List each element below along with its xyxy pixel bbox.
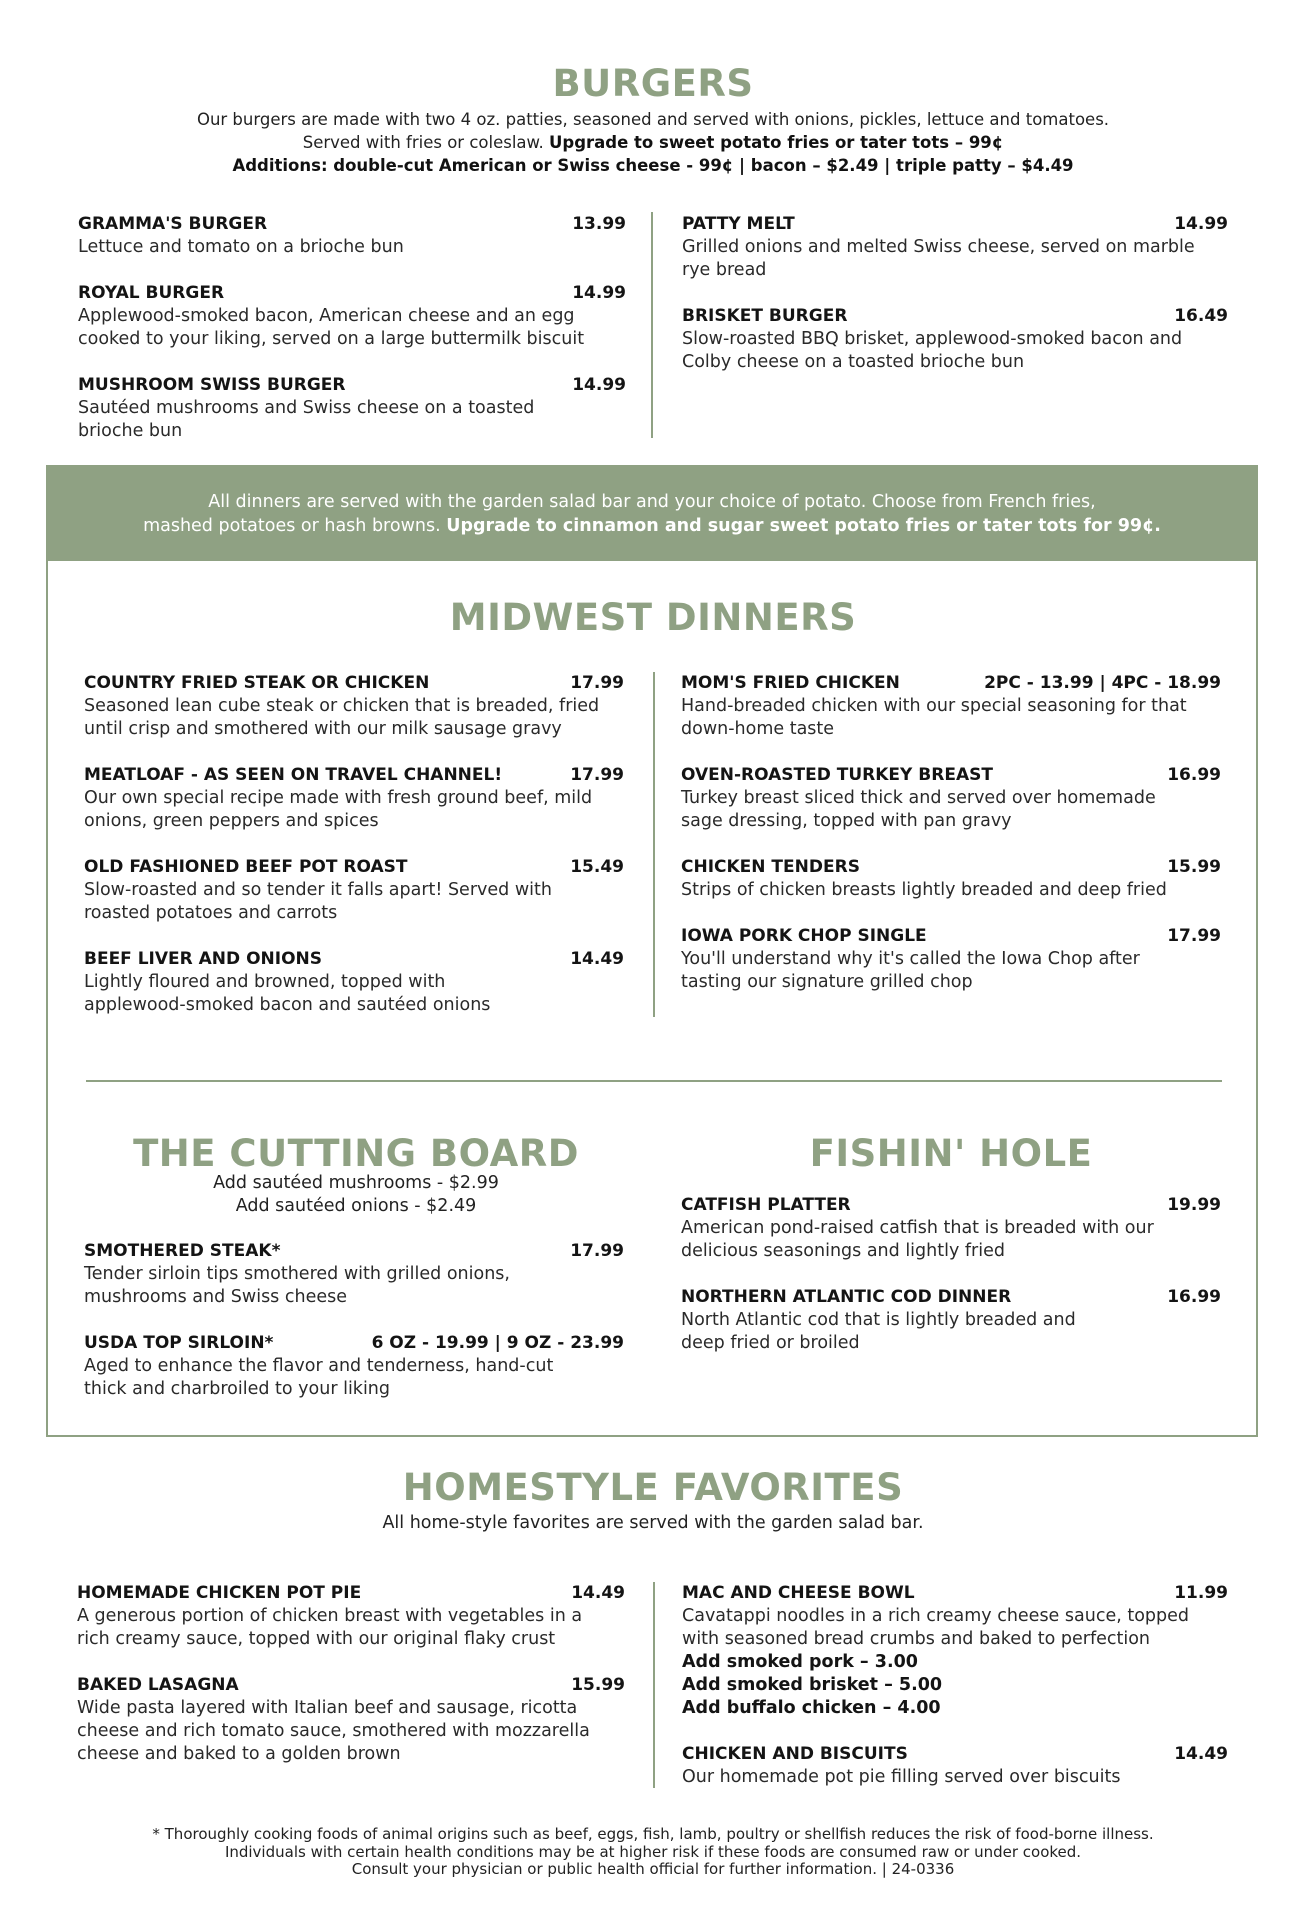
midwest-dinners-title: MIDWEST DINNERS: [449, 596, 857, 639]
item-desc: Applewood-smoked bacon, American cheese and an egg cooked to your liking, served on a large buttermilk biscuit: [78, 306, 585, 349]
item-name: OVEN-ROASTED TURKEY BREAST: [681, 765, 993, 785]
item-price: 16.49: [1174, 306, 1228, 326]
menu-item-moms-fried-chicken: [681, 672, 1221, 741]
item-price: 15.99: [1167, 857, 1221, 877]
item-price: 13.99: [572, 214, 626, 234]
item-desc: Lightly floured and browned, topped with applewood-smoked bacon and sautéed onions: [84, 972, 491, 1015]
item-price: 15.49: [570, 857, 624, 877]
item-name: BAKED LASAGNA: [77, 1675, 239, 1695]
item-price: 16.99: [1167, 1287, 1221, 1307]
item-price: 19.99: [1167, 1195, 1221, 1215]
menu-item-beef-pot-roast: [84, 856, 624, 925]
item-desc: Lettuce and tomato on a brioche bun: [78, 237, 404, 257]
item-name: BRISKET BURGER: [682, 306, 848, 326]
item-price: 15.99: [571, 1675, 625, 1695]
item-name: MAC AND CHEESE BOWL: [682, 1583, 915, 1603]
item-desc: American pond-raised catfish that is breaded with our delicious seasonings and lightly fried: [681, 1218, 1154, 1261]
dinners-info-band: [46, 465, 1258, 561]
burgers-intro-line2: [0, 131, 1306, 154]
item-name: HOMEMADE CHICKEN POT PIE: [77, 1583, 362, 1603]
band-line1: All dinners are served with the garden salad bar and your choice of potato. Choose from French fries,: [208, 492, 1096, 512]
item-desc: Wide pasta layered with Italian beef and sausage, ricotta cheese and rich tomato sauce, smothered with mozzarella cheese and baked to a golden brown: [77, 1698, 590, 1764]
burgers-title: BURGERS: [552, 62, 754, 105]
item-desc: Sautéed mushrooms and Swiss cheese on a toasted brioche bun: [78, 398, 535, 441]
footnote-line2: Individuals with certain health conditions may be at higher risk if these foods are consumed raw or under cooked.: [224, 1842, 1082, 1861]
fishin-hole-title: FISHIN' HOLE: [809, 1132, 1093, 1175]
item-price: 14.99: [572, 283, 626, 303]
menu-item-mushroom-swiss-burger: [78, 374, 626, 443]
footnote-line1: * Thoroughly cooking foods of animal origins such as beef, eggs, fish, lamb, poultry or shellfish reduces the risk of food-borne illness.: [152, 1825, 1154, 1843]
item-desc: Our own special recipe made with fresh ground beef, mild onions, green peppers and spices: [84, 788, 593, 831]
cutting-board-title: THE CUTTING BOARD: [133, 1132, 579, 1175]
burgers-additions-text: Additions: double-cut American or Swiss cheese - 99¢ | bacon – $2.49 | triple patty – $4.49: [232, 156, 1074, 175]
burgers-upgrade: Upgrade to sweet potato fries or tater tots – 99¢: [549, 133, 1004, 152]
item-price: 17.99: [1167, 926, 1221, 946]
menu-item-country-fried-steak: [84, 672, 624, 741]
item-desc: Slow-roasted BBQ brisket, applewood-smoked bacon and Colby cheese on a toasted brioche bun: [682, 329, 1183, 372]
burgers-additions: [0, 154, 1306, 177]
item-name: CHICKEN AND BISCUITS: [682, 1744, 908, 1764]
item-desc: You'll understand why it's called the Iowa Chop after tasting our signature grilled chop: [681, 949, 1140, 992]
burgers-intro-served: Served with fries or coleslaw.: [302, 133, 549, 152]
item-desc: North Atlantic cod that is lightly breaded and deep fried or broiled: [681, 1310, 1076, 1353]
item-name: COUNTRY FRIED STEAK OR CHICKEN: [84, 673, 430, 693]
homestyle-subtitle: All home-style favorites are served with the garden salad bar.: [382, 1513, 924, 1533]
item-price: 14.99: [572, 375, 626, 395]
item-price: 14.49: [1174, 1744, 1228, 1764]
menu-item-brisket-burger: [682, 305, 1228, 374]
item-name: BEEF LIVER AND ONIONS: [84, 949, 322, 969]
menu-item-baked-lasagna: [77, 1674, 625, 1766]
menu-item-iowa-pork-chop: [681, 925, 1221, 994]
menu-item-beef-liver: [84, 948, 624, 1017]
band-line2: [46, 514, 1258, 538]
item-desc: Cavatappi noodles in a rich creamy cheese sauce, topped with seasoned bread crumbs and baked to perfection: [682, 1606, 1189, 1649]
item-price: 6 OZ - 19.99 | 9 OZ - 23.99: [371, 1333, 624, 1353]
dinners-section-rule: [86, 1080, 1222, 1082]
item-name: OLD FASHIONED BEEF POT ROAST: [84, 857, 408, 877]
item-name: MUSHROOM SWISS BURGER: [78, 375, 346, 395]
item-name: CHICKEN TENDERS: [681, 857, 860, 877]
item-desc: Turkey breast sliced thick and served over homemade sage dressing, topped with pan gravy: [681, 788, 1156, 831]
item-price: 16.99: [1167, 765, 1221, 785]
menu-item-mac-and-cheese: [682, 1582, 1228, 1720]
item-name: PATTY MELT: [682, 214, 795, 234]
item-name: SMOTHERED STEAK*: [84, 1241, 281, 1261]
item-price: 14.99: [1174, 214, 1228, 234]
addon-buffalo-chicken: Add buffalo chicken – 4.00: [682, 1698, 941, 1718]
item-name: USDA TOP SIRLOIN*: [84, 1333, 274, 1353]
item-name: ROYAL BURGER: [78, 283, 225, 303]
item-desc: Hand-breaded chicken with our special seasoning for that down-home taste: [681, 696, 1187, 739]
item-desc: Seasoned lean cube steak or chicken that is breaded, fried until crisp and smothered with our milk sausage gravy: [84, 696, 600, 739]
item-desc: A generous portion of chicken breast with vegetables in a rich creamy sauce, topped with our original flaky crust: [77, 1606, 583, 1649]
menu-item-chicken-tenders: [681, 856, 1221, 902]
item-name: MEATLOAF - AS SEEN ON TRAVEL CHANNEL!: [84, 765, 503, 785]
item-desc: Slow-roasted and so tender it falls apart! Served with roasted potatoes and carrots: [84, 880, 552, 923]
menu-item-smothered-steak: [84, 1240, 624, 1309]
item-name: CATFISH PLATTER: [681, 1195, 851, 1215]
menu-item-turkey-breast: [681, 764, 1221, 833]
menu-item-meatloaf: [84, 764, 624, 833]
burgers-intro: [0, 108, 1306, 177]
item-desc: Tender sirloin tips smothered with grilled onions, mushrooms and Swiss cheese: [84, 1264, 510, 1307]
menu-item-grammas-burger: [78, 213, 626, 259]
item-name: NORTHERN ATLANTIC COD DINNER: [681, 1287, 1012, 1307]
item-price: 17.99: [570, 1241, 624, 1261]
menu-item-patty-melt: [682, 213, 1228, 282]
item-name: GRAMMA'S BURGER: [78, 214, 268, 234]
item-price: 11.99: [1174, 1583, 1228, 1603]
item-price: 17.99: [570, 765, 624, 785]
band-upgrade: Upgrade to cinnamon and sugar sweet potato fries or tater tots for 99¢.: [446, 516, 1161, 536]
menu-item-royal-burger: [78, 282, 626, 351]
cutting-board-addons: [86, 1172, 626, 1218]
addon-smoked-brisket: Add smoked brisket – 5.00: [682, 1675, 943, 1695]
band-line2-plain: mashed potatoes or hash browns.: [143, 516, 447, 536]
menu-item-chicken-and-biscuits: [682, 1743, 1228, 1789]
midwest-divider: [653, 672, 655, 1017]
burgers-intro-line1: Our burgers are made with two 4 oz. patties, seasoned and served with onions, pickles, lettuce and tomatoes.: [196, 110, 1110, 129]
menu-item-atlantic-cod: [681, 1286, 1221, 1355]
item-price: 14.49: [570, 949, 624, 969]
item-name: IOWA PORK CHOP SINGLE: [681, 926, 927, 946]
homestyle-title: HOMESTYLE FAVORITES: [402, 1466, 904, 1509]
homestyle-divider: [653, 1582, 655, 1788]
item-desc: Strips of chicken breasts lightly breaded and deep fried: [681, 880, 1167, 900]
item-price: 2PC - 13.99 | 4PC - 18.99: [984, 673, 1221, 693]
menu-item-catfish-platter: [681, 1194, 1221, 1263]
item-price: 14.49: [571, 1583, 625, 1603]
menu-item-usda-top-sirloin: [84, 1332, 624, 1401]
health-footnote: [0, 1826, 1306, 1879]
item-desc: Our homemade pot pie filling served over biscuits: [682, 1767, 1121, 1787]
item-price: 17.99: [570, 673, 624, 693]
item-desc: Aged to enhance the flavor and tenderness, hand-cut thick and charbroiled to your liking: [84, 1356, 554, 1399]
menu-item-chicken-pot-pie: [77, 1582, 625, 1651]
item-desc: Grilled onions and melted Swiss cheese, served on marble rye bread: [682, 237, 1195, 280]
addon-mushrooms: Add sautéed mushrooms - $2.99: [213, 1173, 499, 1193]
item-name: MOM'S FRIED CHICKEN: [681, 673, 900, 693]
footnote-line3: Consult your physician or public health official for further information. | 24-0336: [351, 1860, 955, 1878]
addon-smoked-pork: Add smoked pork – 3.00: [682, 1652, 918, 1672]
addon-onions: Add sautéed onions - $2.49: [235, 1196, 477, 1216]
burgers-divider: [651, 212, 653, 438]
